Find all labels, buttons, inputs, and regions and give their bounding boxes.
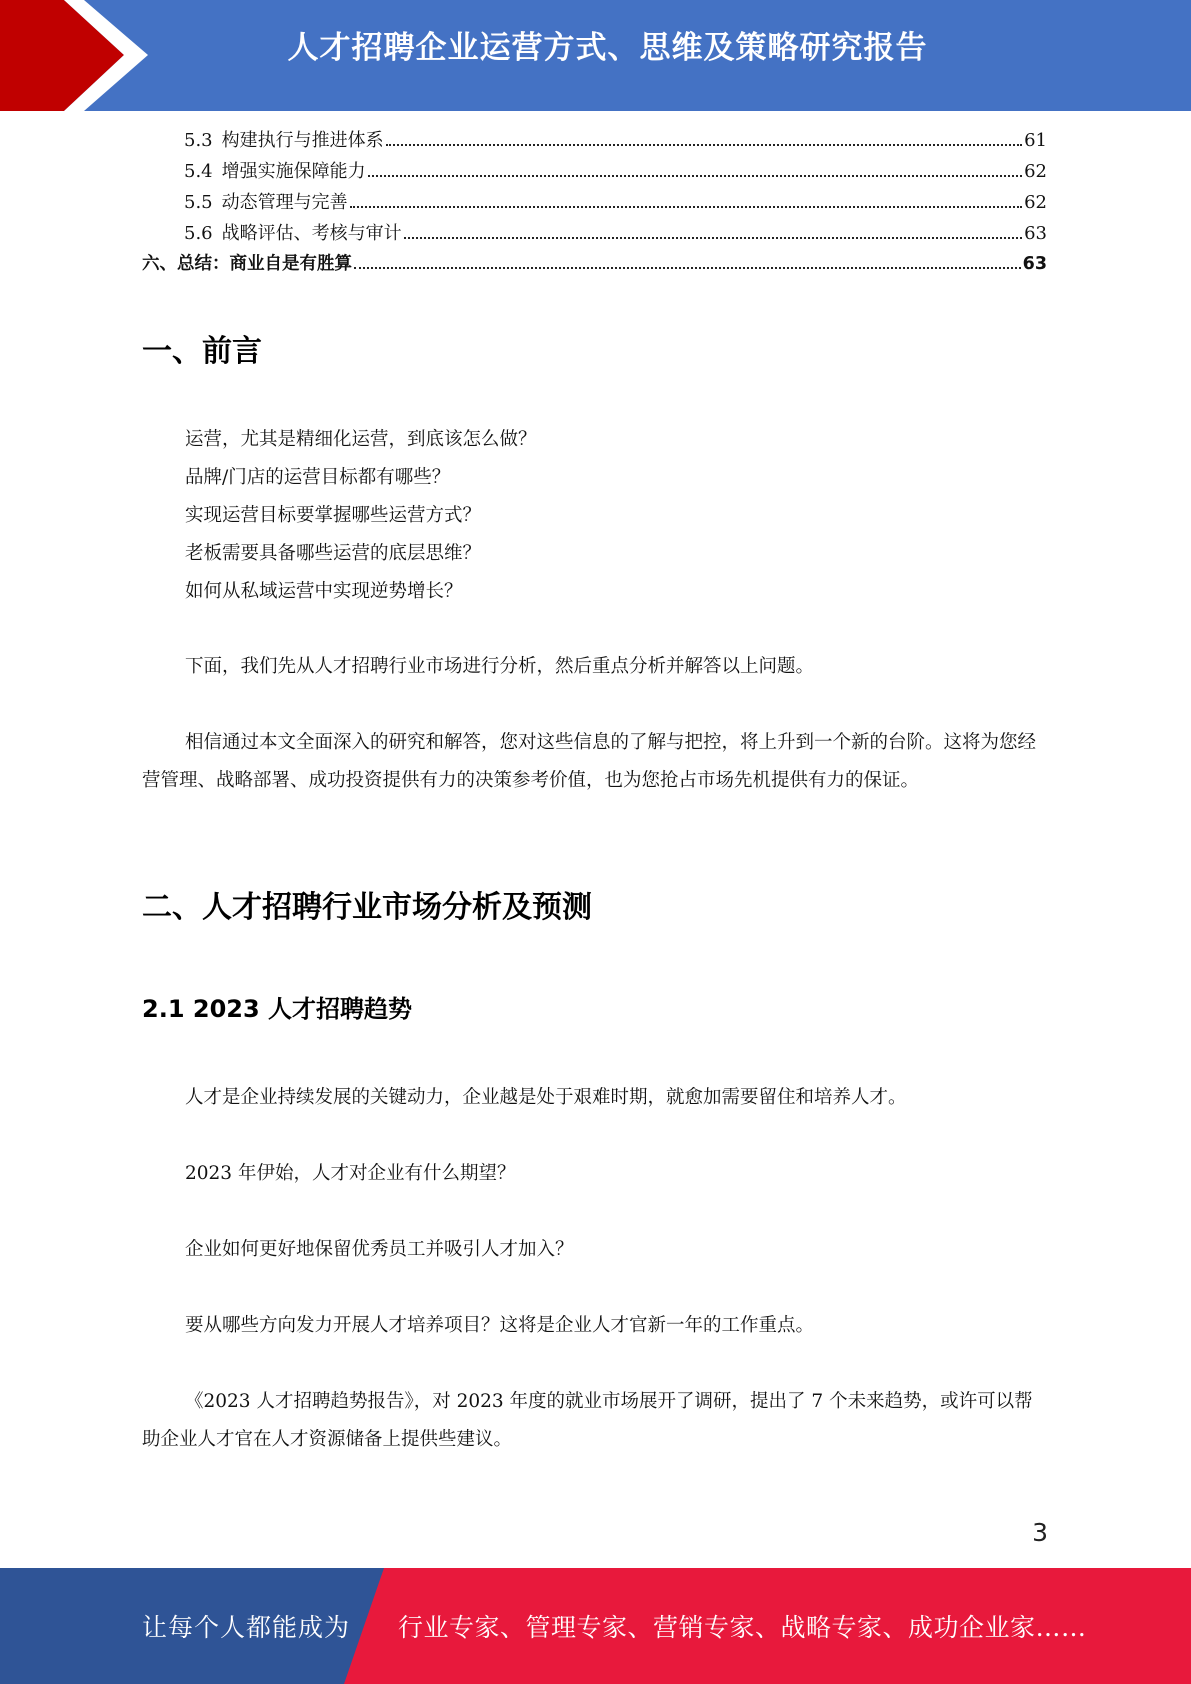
question-item: 实现运营目标要掌握哪些运营方式？ xyxy=(185,505,482,526)
toc-entry-title: 动态管理与完善 xyxy=(221,192,348,213)
footer-banner xyxy=(0,1568,1191,1684)
toc-entry-title: 六、总结：商业自是有胜算 xyxy=(142,254,352,274)
toc-entry-page: 62 xyxy=(1024,192,1047,213)
paragraph: 要从哪些方向发力开展人才培养项目？这将是企业人才官新一年的工作重点。 xyxy=(185,1315,815,1336)
toc-entry-page: 63 xyxy=(1024,223,1047,244)
toc-entry-title: 战略评估、考核与审计 xyxy=(221,223,402,244)
section-heading-market: 二、人才招聘行业市场分析及预测 xyxy=(142,890,592,925)
toc-leader-dots xyxy=(404,237,1022,239)
paragraph: 《2023 人才招聘趋势报告》，对 2023 年度的就业市场展开了调研，提出了 7 个未来趋势，或许可以帮助企业人才官在人才资源储备上提供些建议。 xyxy=(142,1391,1033,1450)
toc-leader-dots xyxy=(350,206,1022,208)
footer-slogan-right: 行业专家、管理专家、营销专家、战略专家、成功企业家…… xyxy=(398,1613,1087,1642)
question-item: 如何从私域运营中实现逆势增长？ xyxy=(185,581,463,602)
toc-entry[interactable] xyxy=(142,188,1047,219)
toc-entry-chapter[interactable] xyxy=(142,250,1047,281)
subsection-heading: 2.1 2023 人才招聘趋势 xyxy=(142,995,413,1023)
toc-leader-dots xyxy=(354,267,1021,269)
paragraph: 人才是企业持续发展的关键动力，企业越是处于艰难时期，就愈加需要留住和培养人才。 xyxy=(185,1087,907,1108)
question-item: 品牌/门店的运营目标都有哪些？ xyxy=(185,467,451,488)
toc-entry-number: 5.6 xyxy=(184,223,213,244)
toc-entry-number: 5.3 xyxy=(184,130,213,151)
toc-entry-number: 5.5 xyxy=(184,192,213,213)
toc-entry-page: 63 xyxy=(1022,254,1047,274)
toc-entry[interactable] xyxy=(142,157,1047,188)
toc-entry[interactable] xyxy=(142,219,1047,250)
section-heading-preface: 一、前言 xyxy=(142,334,262,369)
toc-entry-title: 增强实施保障能力 xyxy=(221,161,366,182)
paragraph: 2023 年伊始，人才对企业有什么期望？ xyxy=(185,1163,516,1184)
header-banner xyxy=(0,0,1191,111)
toc-leader-dots xyxy=(386,144,1022,146)
question-list xyxy=(142,421,1048,611)
toc-entry-number: 5.4 xyxy=(184,161,213,182)
toc-entry-title: 构建执行与推进体系 xyxy=(221,130,384,151)
question-item: 运营，尤其是精细化运营，到底该怎么做？ xyxy=(185,429,537,450)
question-item: 老板需要具备哪些运营的底层思维？ xyxy=(185,543,482,564)
table-of-contents xyxy=(142,126,1047,281)
toc-entry-page: 62 xyxy=(1024,161,1047,182)
paragraph: 企业如何更好地保留优秀员工并吸引人才加入？ xyxy=(185,1239,574,1260)
paragraph: 下面，我们先从人才招聘行业市场进行分析，然后重点分析并解答以上问题。 xyxy=(185,656,815,677)
toc-leader-dots xyxy=(368,175,1022,177)
toc-entry[interactable] xyxy=(142,126,1047,157)
paragraph: 相信通过本文全面深入的研究和解答，您对这些信息的了解与把控，将上升到一个新的台阶。这将为您经营管理、战略部署、成功投资提供有力的决策参考价值，也为您抢占市场先机提供有力的保证。 xyxy=(142,732,1037,791)
report-title: 人才招聘企业运营方式、思维及策略研究报告 xyxy=(287,30,928,66)
toc-entry-page: 61 xyxy=(1024,130,1047,151)
page-number: 3 xyxy=(1032,1518,1048,1547)
footer-slogan-left: 让每个人都能成为 xyxy=(142,1613,351,1642)
